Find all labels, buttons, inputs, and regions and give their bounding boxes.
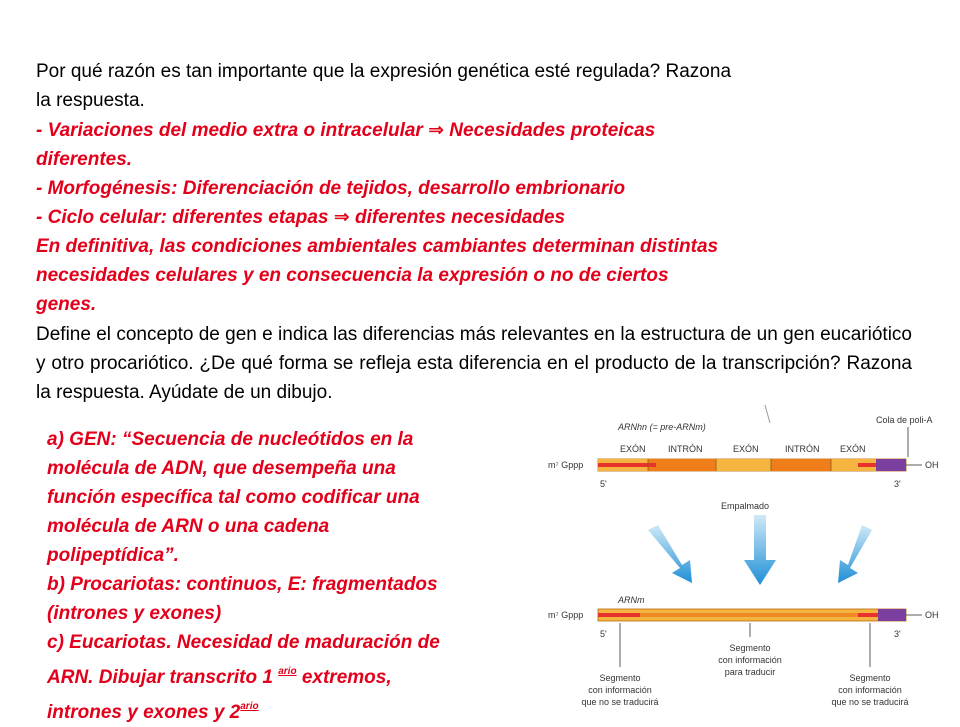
- answer-1-line-3: - Morfogénesis: Diferenciación de tejidos, desarrollo embrionario: [36, 178, 626, 199]
- question-1: [36, 57, 936, 115]
- bottom-middle-label-2: con información: [718, 655, 782, 665]
- cap-label-top: m⁷ Gppp: [548, 460, 584, 470]
- coding-band: [640, 613, 858, 617]
- answer-1: [36, 116, 936, 319]
- cap-label-bottom: m⁷ Gppp: [548, 610, 584, 620]
- segment-label-2: INTRÓN: [668, 444, 703, 454]
- intron-2: [771, 459, 831, 471]
- poly-a-tail-bottom: [878, 609, 906, 621]
- bottom-right-label-3: que no se traducirá: [831, 697, 909, 707]
- segment-label-1: EXÓN: [620, 444, 646, 454]
- answer-1-line-4: - Ciclo celular: diferentes etapas ⇒ diferentes necesidades: [36, 206, 566, 228]
- bottom-right-label-1: Segmento: [849, 673, 891, 683]
- intron-1: [648, 459, 716, 471]
- oh-label-top: OH: [925, 460, 939, 470]
- poly-a-label: Cola de poli-A: [876, 415, 933, 425]
- splicing-arrow-icon: [648, 525, 692, 583]
- pre-mrna-label: ARNhn (= pre-ARNm): [618, 422, 706, 432]
- mrna-label: ARNm: [618, 595, 645, 605]
- splicing-arrow-icon: [744, 515, 776, 585]
- splicing-label: Empalmado: [721, 501, 770, 511]
- splicing-arrow-icon: [838, 525, 872, 583]
- three-prime-top: 3': [894, 479, 901, 489]
- untranslated-band-3-bottom: [858, 613, 878, 617]
- answer-2b-line-1: b) Procariotas: continuos, E: fragmentados: [47, 574, 438, 595]
- segment-label-3: EXÓN: [733, 444, 759, 454]
- question-2: Define el concepto de gen e indica las diferencias más relevantes en la estructura de un gen eucariótico y otro procariótico. ¿De qué forma se refleja esta diferencia en el producto de la transcripción? Razona la respuesta. Ayúdate de un dibujo.: [36, 324, 912, 403]
- bottom-middle-label-3: para traducir: [724, 667, 776, 677]
- answer-2a-line-5: polipeptídica”.: [47, 545, 179, 566]
- answer-2c-line-3: intrones y exones y $2^{ario}$: [47, 701, 259, 723]
- answer-2c-line-2: ARN. Dibujar transcrito 1 $^{ario}$ extremos,: [47, 666, 392, 688]
- untranslated-band-5-bottom: [598, 613, 640, 617]
- answer-2b-line-2: (intrones y exones): [47, 603, 222, 624]
- segment-label-5: EXÓN: [840, 444, 866, 454]
- segment-label-4: INTRÓN: [785, 444, 820, 454]
- answer-2: [47, 425, 547, 727]
- three-prime-bottom: 3': [894, 629, 901, 639]
- bottom-middle-label-1: Segmento: [729, 643, 771, 653]
- decorative-line: [765, 405, 770, 423]
- five-prime-bottom: 5': [600, 629, 607, 639]
- splicing-diagram: [540, 405, 960, 720]
- question-1-line-2: la respuesta.: [36, 90, 145, 111]
- poly-a-tail: [876, 459, 906, 471]
- answer-1-line-5: En definitiva, las condiciones ambientales cambiantes determinan distintas: [36, 236, 719, 257]
- oh-label-bottom: OH: [925, 610, 939, 620]
- answer-2a-line-4: molécula de ARN o una cadena: [47, 516, 330, 537]
- exon-2: [716, 459, 771, 471]
- answer-1-line-1: - Variaciones del medio extra o intracelular ⇒ Necesidades proteicas: [36, 119, 656, 141]
- answer-1-line-6: necesidades celulares y en consecuencia la expresión o no de ciertos: [36, 265, 669, 286]
- answer-2a-line-1: a) GEN: “Secuencia de nucleótidos en la: [47, 429, 414, 450]
- five-prime-top: 5': [600, 479, 607, 489]
- bottom-left-label-1: Segmento: [599, 673, 641, 683]
- answer-1-line-7: genes.: [36, 294, 97, 315]
- question-1-line-1: Por qué razón es tan importante que la expresión genética esté regulada? Razona: [36, 61, 732, 82]
- implies-arrow-icon: ⇒: [428, 119, 445, 141]
- untranslated-band-5: [598, 463, 656, 467]
- implies-arrow-icon: ⇒: [333, 206, 350, 228]
- answer-1-line-2: diferentes.: [36, 149, 133, 170]
- bottom-left-label-3: que no se traducirá: [581, 697, 659, 707]
- untranslated-band-3: [858, 463, 876, 467]
- answer-2a-line-3: función específica tal como codificar una: [47, 487, 420, 508]
- answer-2c-line-1: c) Eucariotas. Necesidad de maduración de: [47, 632, 440, 653]
- bottom-right-label-2: con información: [838, 685, 902, 695]
- answer-2a-line-2: molécula de ADN, que desempeña una: [47, 458, 396, 479]
- bottom-left-label-2: con información: [588, 685, 652, 695]
